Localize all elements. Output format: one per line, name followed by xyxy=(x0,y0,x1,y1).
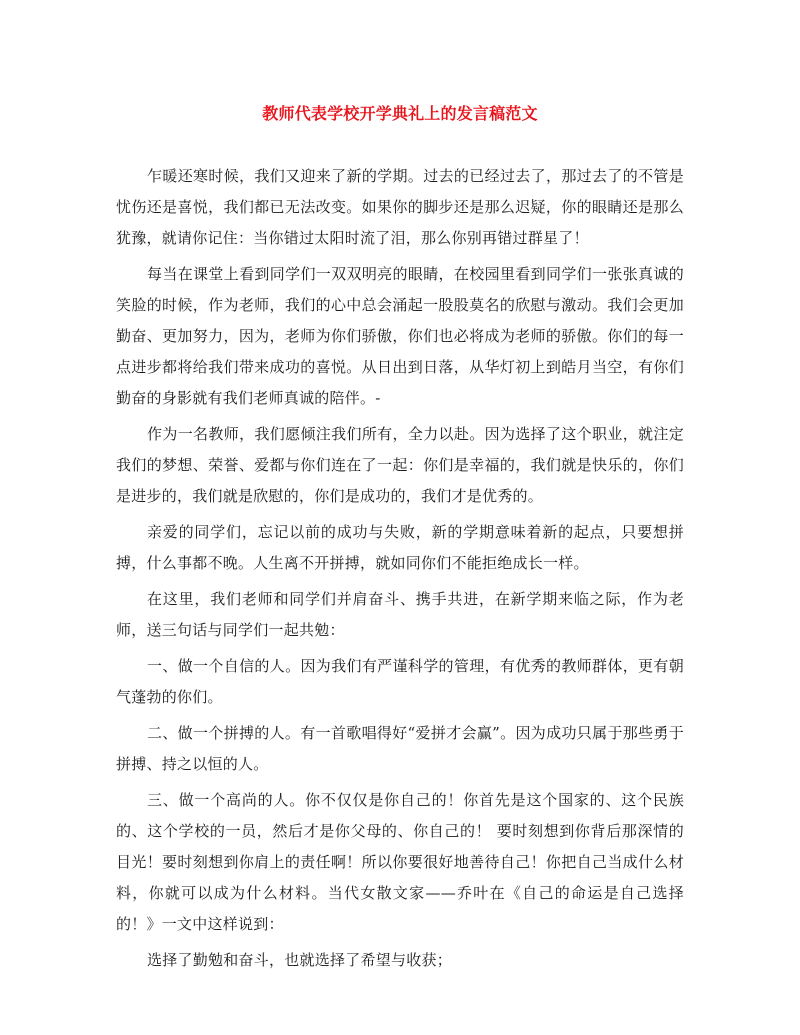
paragraph-5: 在这里，我们老师和同学们并肩奋斗、携手共进，在新学期来临之际，作为老师，送三句话与同学们一起共勉： xyxy=(116,590,684,639)
document-title: 教师代表学校开学典礼上的发言稿范文 xyxy=(262,104,538,123)
paragraph-8: 三、做一个高尚的人。你不仅仅是你自己的！你首先是这个国家的、这个民族的、这个学校的一员，然后才是你父母的、你自己的！ 要时刻想到你背后那深情的目光！要时刻想到你肩上的责任啊！所以你要很好地善待自己！你把自己当成什么材料，你就可以成为什么材料。当代女散文家——乔叶在《自己的命运是自己选择的！》一文中这样说到： xyxy=(116,791,684,933)
paragraph-1: 乍暖还寒时候，我们又迎来了新的学期。过去的已经过去了，那过去了的不管是忧伤还是喜悦，我们都已无法改变。如果你的脚步还是那么迟疑，你的眼睛还是那么犹豫，就请你记住：当你错过太阳时流了泪，那么你别再错过群星了！ xyxy=(116,167,684,247)
paragraph-4: 亲爱的同学们，忘记以前的成功与失败，新的学期意味着新的起点，只要想拼搏，什么事都不晚。人生离不开拼搏，就如同你们不能拒绝成长一样。 xyxy=(116,523,684,572)
document-body xyxy=(116,161,684,981)
paragraph-6: 一、做一个自信的人。因为我们有严谨科学的管理，有优秀的教师群体，更有朝气蓬勃的你们。 xyxy=(116,657,684,706)
paragraph-3: 作为一名教师，我们愿倾注我们所有，全力以赴。因为选择了这个职业，就注定我们的梦想、荣誉、爱都与你们连在了一起：你们是幸福的，我们就是快乐的，你们是进步的，我们就是欣慰的，你们是成功的，我们才是优秀的。 xyxy=(116,425,684,505)
paragraph-9: 选择了勤勉和奋斗，也就选择了希望与收获； xyxy=(147,951,453,969)
paragraph-2: 每当在课堂上看到同学们一双双明亮的眼睛，在校园里看到同学们一张张真诚的笑脸的时候，作为老师，我们的心中总会涌起一股股莫名的欣慰与激动。我们会更加勤奋、更加努力，因为，老师为你们骄傲，你们也必将成为老师的骄傲。你们的每一点进步都将给我们带来成功的喜悦。从日出到日落，从华灯初上到皓月当空，有你们勤奋的身影就有我们老师真诚的陪伴。- xyxy=(116,265,684,407)
paragraph-7: 二、做一个拼搏的人。有一首歌唱得好“爱拼才会赢”。因为成功只属于那些勇于拼搏、持之以恒的人。 xyxy=(116,724,684,773)
